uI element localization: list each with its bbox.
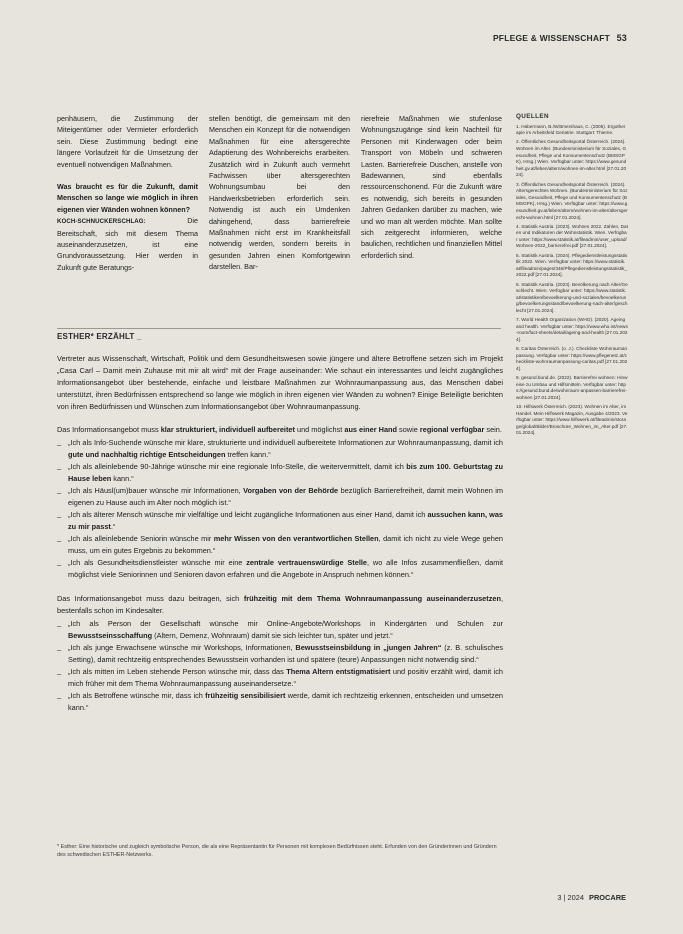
footnote: * Esther: Eine historische und zugleich symbolische Person, die als eine Repräsentantin für Personen mit komplexen Bedürfnissen steht. Erfunden von den Gründerinnen und Gründern des schwedischen ESTHER-Netzwerks. — [57, 844, 497, 858]
reference-item: 3. Öffentliches Gesundheitsportal Österreich. (2024). Altersgerechtes Wohnen. (Bundesministerium für Soziales, Gesundheit, Pflege und Konsumentenschutz (BMSGPK), Hrsg.) Wien. Verfügbar unter: https://www.gesundheit.gv.at/leben/altern/wohnen-im-alter/altersgerecht-wohnen.html [27.01.2024]. — [516, 181, 628, 220]
quote-item: _ „Ich als Gesundheitsdienstleister wünsche mir eine zentrale vertrauenswürdige Stelle, wo alle Infos zusammenfließen, damit möglichst viele Seniorinnen und Senioren davon erfahren und die Angebote in Anspruch nehmen können.“ — [57, 557, 503, 581]
running-head — [493, 33, 627, 43]
reference-item: 7. World Health Organization (WHO). (2020). Ageing and health. Verfügbar unter: https://www.who.int/news-room/fact-sheets/detail/ageing-and-health [27.01.2024]. — [516, 317, 628, 342]
intro-columns — [57, 113, 503, 303]
footer-folio — [557, 893, 626, 902]
quote-item: _ „Ich als Häusl(um)bauer wünsche mir Informationen, Vorgaben von der Behörde bezüglich Barrierefreiheit, damit mein Wohnen im eigenen zu Hause auch im Alter noch möglich ist.“ — [57, 485, 503, 509]
quote-list — [57, 618, 503, 714]
quote-item: _ „Ich als Info-Suchende wünsche mir klare, strukturierte und individuell aufbereitete Informationen zur Wohnraumanpassung, damit ich gute und nachhaltig richtige Entscheidungen treffen kann.“ — [57, 437, 503, 461]
page-number: 53 — [616, 33, 627, 43]
reference-list — [516, 124, 628, 437]
sources-title: QUELLEN — [516, 113, 549, 120]
quote-item: _ „Ich als Person der Gesellschaft wünsche mir Online-Angebote/Workshops in Kindergärten und Schulen zur Bewusstseinsschaffung (Altern, Demenz, Wohnraum) damit sie sich leichter tun, später und jetzt.“ — [57, 618, 503, 642]
issue-number: 3 | 2024 — [557, 893, 584, 902]
paragraph: Vertreter aus Wissenschaft, Wirtschaft, Politik und dem Gesundheitswesen sowie jüngere und ältere Betroffene setzen sich im Projekt „Casa Carl – Damit mein Zuhause mit mir alt wird“ mit der Frage auseinander: Wie schaut ein interessantes und leicht zugängliches Informationsangebot über bestehende, einfache und leistbare Maßnahmen zur Wohnraumanpassung aus, das Menschen dabei unterstützt, ihren Bedürfnissen entsprechend so lange wie möglich in ihren eigenen vier Wänden zu wohnen? Einige Beteiligte berichten von ihren Bedürfnissen und Wünschen zum Informationsangebot über Wohnraumanpassung. — [57, 354, 503, 411]
reference-item: 2. Öffentliches Gesundheitsportal Österreich. (2024). Wohnen im Alter. (Bundesministerium für Soziales, Gesundheit, Pflege und Konsumentenschutz (BMSGPK), Hrsg.) Wien. Verfügbar unter: https://www.gesundheit.gv.at/leben/altern/wohnen-im-alter.html [27.01.2024]. — [516, 139, 627, 178]
paragraph: stellen benötigt, die gemeinsam mit den Menschen ein Konzept für die notwendigen Maßnahmen für eine altersgerechte Adaptierung des Wohnbereichs erarbeiten. Zusätzlich wird in Zukunft auch vermehrt Fachwissen über altersgerechten Wohnungsumbau bei den Handwerksbetrieben erforderlich sein. Notwendig ist auch ein Umdenken dahingehend, dass barrierefreie Maßnahmen nicht erst im Krankheitsfall notwendig werden, sondern bereits in gesunden Jahren einen Komfortgewinn darstellen. Bar- — [209, 114, 350, 272]
section-title: PFLEGE & WISSENSCHAFT — [492, 33, 611, 43]
reference-item: 5. Statistik Austria. (2024). Pflegedienstleistungsstatistik 2022. Wien. Verfügbar unter: https://www.statistik.at/fileadmin/pages/346/Pflegedienstleistungsstatistik_2022.pdf [27.01.2024]. — [516, 252, 628, 278]
quote-item: _ „Ich als alleinlebende Seniorin wünsche mir mehr Wissen von den verantwortlichen Stellen, damit ich nicht zu viele Wege gehen muss, um ein gutes Ergebnis zu bekommen.“ — [57, 533, 503, 557]
quote-item: _ „Ich als Betroffene wünsche mir, dass ich frühzeitig sensibilisiert werde, damit ich rechtzeitig erkennen, entscheiden und umsetzen kann.“ — [57, 690, 503, 714]
paragraph: Das Informationsangebot muss klar strukturiert, individuell aufbereitet und möglichst aus einer Hand sowie regional verfügbar sein. — [57, 425, 502, 434]
paragraph: Das Informationsangebot muss dazu beitragen, sich frühzeitig mit dem Thema Wohnraumanpassung auseinanderzusetzen, bestenfalls schon im Kindesalter. — [57, 594, 503, 615]
section-divider — [57, 328, 501, 329]
answer-text: Die Bereitschaft, sich mit diesem Thema auseinanderzusetzen, ist eine Grundvoraussetzung. Hier werden in Zukunft gute Beratungs- — [57, 216, 198, 272]
esther-box-body — [57, 353, 503, 726]
reference-item: 8. Caritas Österreich. (o. J.). Checkliste Wohnraumanpassung. Verfügbar unter: https://www.pflegenetz.at/checkliste-wohnraumanpassung-caritas.pdf [27.01.2024]. — [516, 346, 628, 371]
quote-item: _ „Ich als junge Erwachsene wünsche mir Workshops, Informationen, Bewusstseinsbildung in „jungen Jahren“ (z. B. schulisches Setting), damit rechtzeitig entsprechendes Bewusstsein vorhanden ist und spätere (teure) Anpassungen nicht notwendig sind.“ — [57, 642, 503, 666]
column-3 — [361, 113, 502, 261]
quote-item: _ „Ich als alleinlebende 90-Jährige wünsche mir eine regionale Info-Stelle, die weitervermittelt, damit ich bis zum 100. Geburtstag zu Hause leben kann.“ — [57, 461, 503, 485]
box-title: ESTHER* ERZÄHLT _ — [57, 332, 142, 341]
interviewee-name: KOCH-SCHNUCKERSCHLAG: — [57, 218, 146, 226]
magazine-brand: PROCARE — [589, 893, 626, 902]
quote-item: _ „Ich als mitten im Leben stehende Person wünsche mir, dass das Thema Altern entstigmatisiert und positiv erzählt wird, damit ich mich früher mit dem Thema Wohnraumanpassung auseinandersetze.“ — [57, 666, 503, 690]
reference-item: 1. Habermann, B./Wittmershaus, C. (2005). Ergotherapie im Arbeitsfeld Geriatrie. Stuttgart: Thieme. — [516, 123, 626, 136]
reference-item: 9. gesund.bund.de. (2022). Barrierefrei wohnen: Hinweise zu Umbau und Hilfsmitteln. Verfügbar unter: https://gesund.bund.de/wohnraum-anpassen-barrierefrei-wohnen [27.01.2024]. — [516, 375, 628, 400]
paragraph: penhäusern, die Zustimmung der Miteigentümer oder Vermieter erforderlich sein. Diese Zustimmung bedingt eine längere Vorlaufzeit für die Umsetzung der eventuell notwendigen Maßnahmen. — [57, 114, 198, 169]
column-2 — [209, 113, 350, 273]
reference-item: 10. Hilfswerk Österreich. (2023). Wohnen im Alter, im Handel. Mein Hilfswerk Magazin, Ausgabe 4/2023. Verfügbar unter: https://www.hilfswerk.at/fileadmin/storage/global/Bilder/Broschüre_Wohnen_im_Alter.pdf [27.01.2024]. — [516, 404, 628, 436]
quote-item: _ „Ich als älterer Mensch wünsche mir vielfältige und leicht zugängliche Informationen aus einer Hand, damit ich aussuchen kann, was zu mir passt.“ — [57, 509, 503, 533]
column-1 — [57, 113, 198, 273]
reference-item: 4. Statistik Austria. (2023). Wohnen 2022. Zahlen, Daten und Indikatoren der Wohnstatistik. Wien. Verfügbar unter: https://www.statistik.at/fileadmin/user_upload/Wohnen-2022_barrierefrei.pdf [27.01.2024]. — [516, 223, 628, 249]
reference-item: 6. Statistik Austria. (2023). Bevölkerung nach Alter/Geschlecht. Wien. Verfügbar unter: https://www.statistik.at/statistiken/bevoelkerung-und-soziales/bevoelkerung/bevoelkerungsstand/bevoelkerung-nach-alter/geschlecht [27.01.2024]. — [516, 281, 628, 313]
paragraph: rierefreie Maßnahmen wie stufenlose Wohnungszugänge sind kein Nachteil für Personen mit Kinderwagen oder beim Transport von Möbeln und schweren Lasten. Barrierefreie Duschen, anstelle von Badewannen, sind ebenfalls ressourcenschonend. Für die Zukunft wäre es notwendig, sich bereits in gesunden Jahren Gedanken darüber zu machen, wie und wo man alt werden möchte. Man sollte sich zeitgerecht informieren, welche baulichen, rechtlichen und finanziellen Mittel erforderlich sind. — [361, 114, 502, 260]
quote-list — [57, 437, 503, 581]
interview-question: Was braucht es für die Zukunft, damit Menschen so lange wie möglich in ihren eigenen vier Wänden wohnen können? — [57, 182, 198, 214]
sources-sidebar — [516, 114, 628, 440]
interview-answer — [57, 215, 198, 273]
